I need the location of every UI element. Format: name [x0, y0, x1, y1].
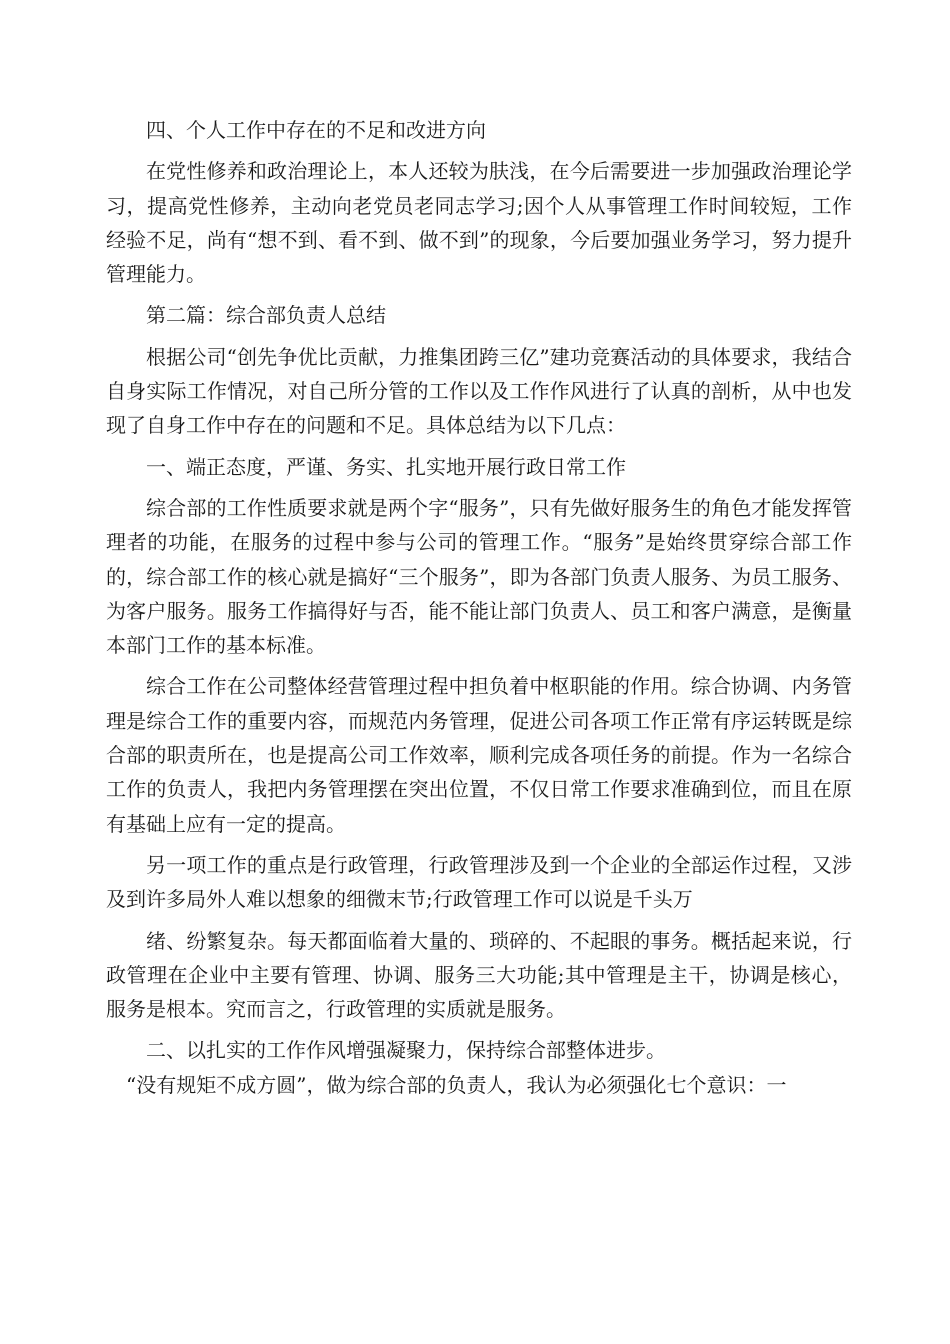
document-body — [106, 113, 852, 1102]
paragraph: 根据公司“创先争优比贡献，力推集团跨三亿”建功竞赛活动的具体要求，我结合自身实际工作情况，对自己所分管的工作以及工作作风进行了认真的剖析，从中也发现了自身工作中存在的问题和不足。具体总结为以下几点： — [106, 344, 852, 438]
paragraph: 绪、纷繁复杂。每天都面临着大量的、琐碎的、不起眼的事务。概括起来说，行政管理在企业中主要有管理、协调、服务三大功能;其中管理是主干，协调是核心，服务是根本。究而言之，行政管理的实质就是服务。 — [106, 928, 852, 1022]
paragraph: 综合部的工作性质要求就是两个字“服务”，只有先做好服务生的角色才能发挥管理者的功能，在服务的过程中参与公司的管理工作。“服务”是始终贯穿综合部工作的，综合部工作的核心就是搞好“三个服务”，即为各部门负责人服务、为员工服务、为客户服务。服务工作搞得好与否，能不能让部门负责人、员工和客户满意，是衡量本部门工作的基本标准。 — [106, 495, 852, 658]
paragraph: “没有规矩不成方圆”，做为综合部的负责人，我认为必须强化七个意识：一 — [126, 1072, 787, 1097]
section-heading: 一、端正态度，严谨、务实、扎实地开展行政日常工作 — [146, 454, 626, 479]
paragraph: 综合工作在公司整体经营管理过程中担负着中枢职能的作用。综合协调、内务管理是综合工作的重要内容，而规范内务管理，促进公司各项工作正常有序运转既是综合部的职责所在，也是提高公司工作效率，顺利完成各项任务的前提。作为一名综合工作的负责人，我把内务管理摆在突出位置，不仅日常工作要求准确到位，而且在原有基础上应有一定的提高。 — [106, 674, 852, 836]
paragraph: 另一项工作的重点是行政管理，行政管理涉及到一个企业的全部运作过程，又涉及到许多局外人难以想象的细微末节;行政管理工作可以说是千头万 — [106, 852, 852, 912]
section-heading: 二、以扎实的工作作风增强凝聚力，保持综合部整体进步。 — [146, 1038, 666, 1063]
paragraph: 在党性修养和政治理论上，本人还较为肤浅，在今后需要进一步加强政治理论学习，提高党性修养，主动向老党员老同志学习;因个人从事管理工作时间较短，工作经验不足，尚有“想不到、看不到、做不到”的现象，今后要加强业务学习，努力提升管理能力。 — [106, 159, 852, 287]
section-heading: 四、个人工作中存在的不足和改进方向 — [146, 118, 486, 142]
section-heading: 第二篇：综合部负责人总结 — [146, 303, 386, 328]
